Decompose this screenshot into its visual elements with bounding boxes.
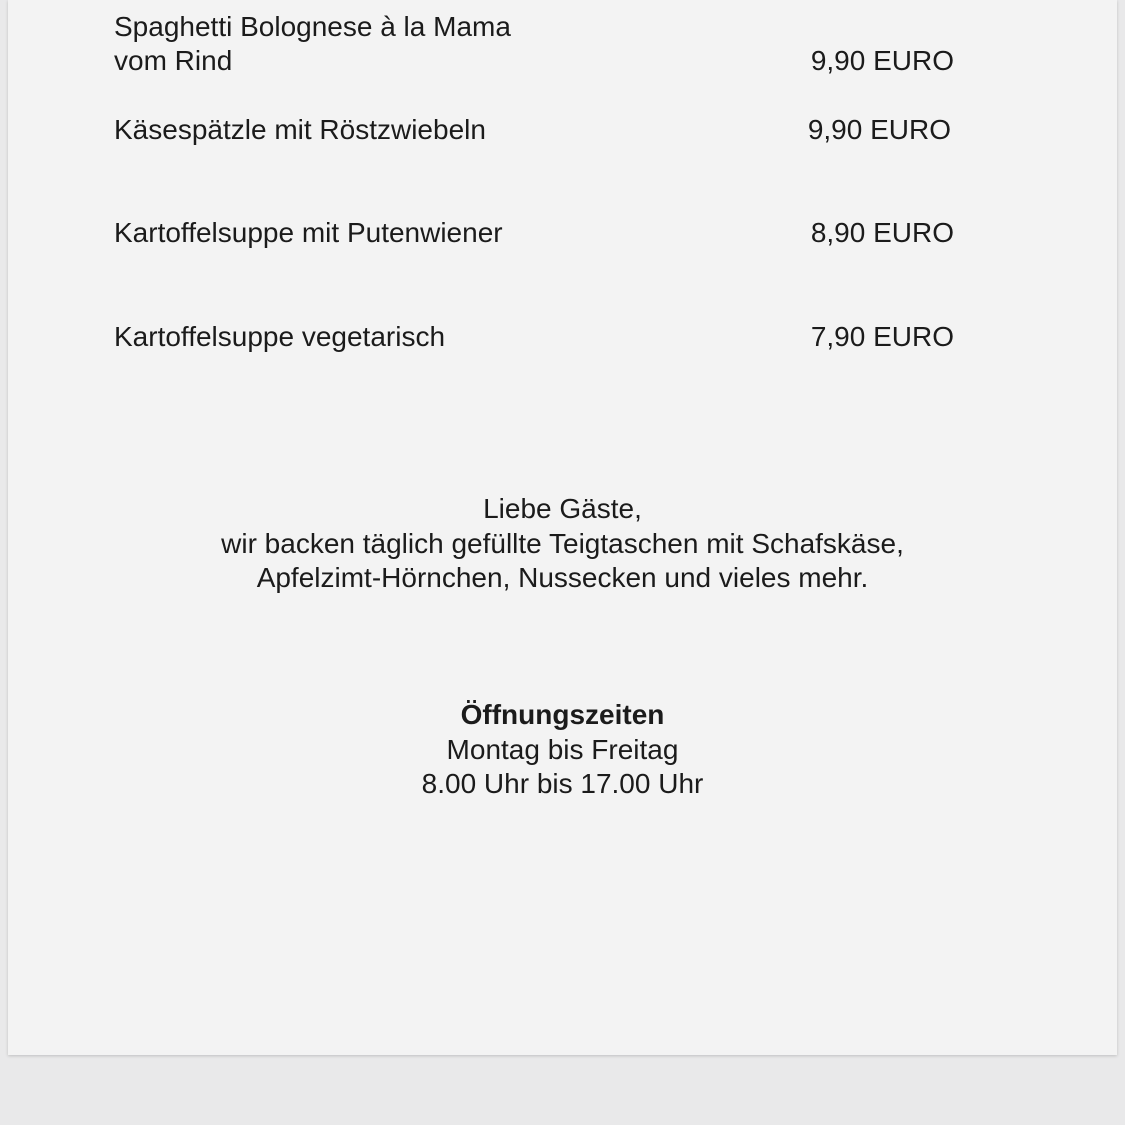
notice-line: Liebe Gäste, bbox=[483, 493, 642, 524]
menu-item-name bbox=[114, 320, 445, 354]
opening-hours-times: 8.00 Uhr bis 17.00 Uhr bbox=[421, 768, 704, 799]
menu-page bbox=[8, 0, 1117, 1055]
menu-item-name-line: Spaghetti Bolognese à la Mama bbox=[114, 11, 511, 42]
menu-item bbox=[114, 216, 954, 250]
guest-notice bbox=[8, 492, 1117, 596]
menu-item-name bbox=[114, 113, 486, 147]
menu-item-price: 7,90 EURO bbox=[810, 321, 954, 352]
menu-item-name bbox=[114, 216, 503, 250]
menu-item bbox=[114, 10, 954, 78]
menu-item-name-line: Kartoffelsuppe vegetarisch bbox=[114, 321, 446, 352]
menu-item-name bbox=[114, 10, 511, 78]
menu-item-price: 9,90 EURO bbox=[810, 45, 954, 76]
menu-item-name-line: vom Rind bbox=[114, 45, 233, 76]
opening-hours-title: Öffnungszeiten bbox=[460, 699, 665, 730]
menu-item-price: 8,90 EURO bbox=[810, 217, 954, 248]
notice-line: Apfelzimt-Hörnchen, Nussecken und vieles mehr. bbox=[256, 562, 869, 593]
notice-line: wir backen täglich gefüllte Teigtaschen mit Schafskäse, bbox=[221, 527, 904, 559]
menu-item bbox=[114, 320, 954, 354]
menu-item bbox=[114, 113, 954, 147]
opening-hours-days: Montag bis Freitag bbox=[446, 733, 679, 765]
menu-item-price: 9,90 EURO bbox=[807, 114, 951, 145]
menu-item-name-line: Kartoffelsuppe mit Putenwiener bbox=[114, 217, 503, 248]
opening-hours bbox=[8, 698, 1117, 802]
menu-item-name-line: Käsespätzle mit Röstzwiebeln bbox=[114, 114, 486, 145]
